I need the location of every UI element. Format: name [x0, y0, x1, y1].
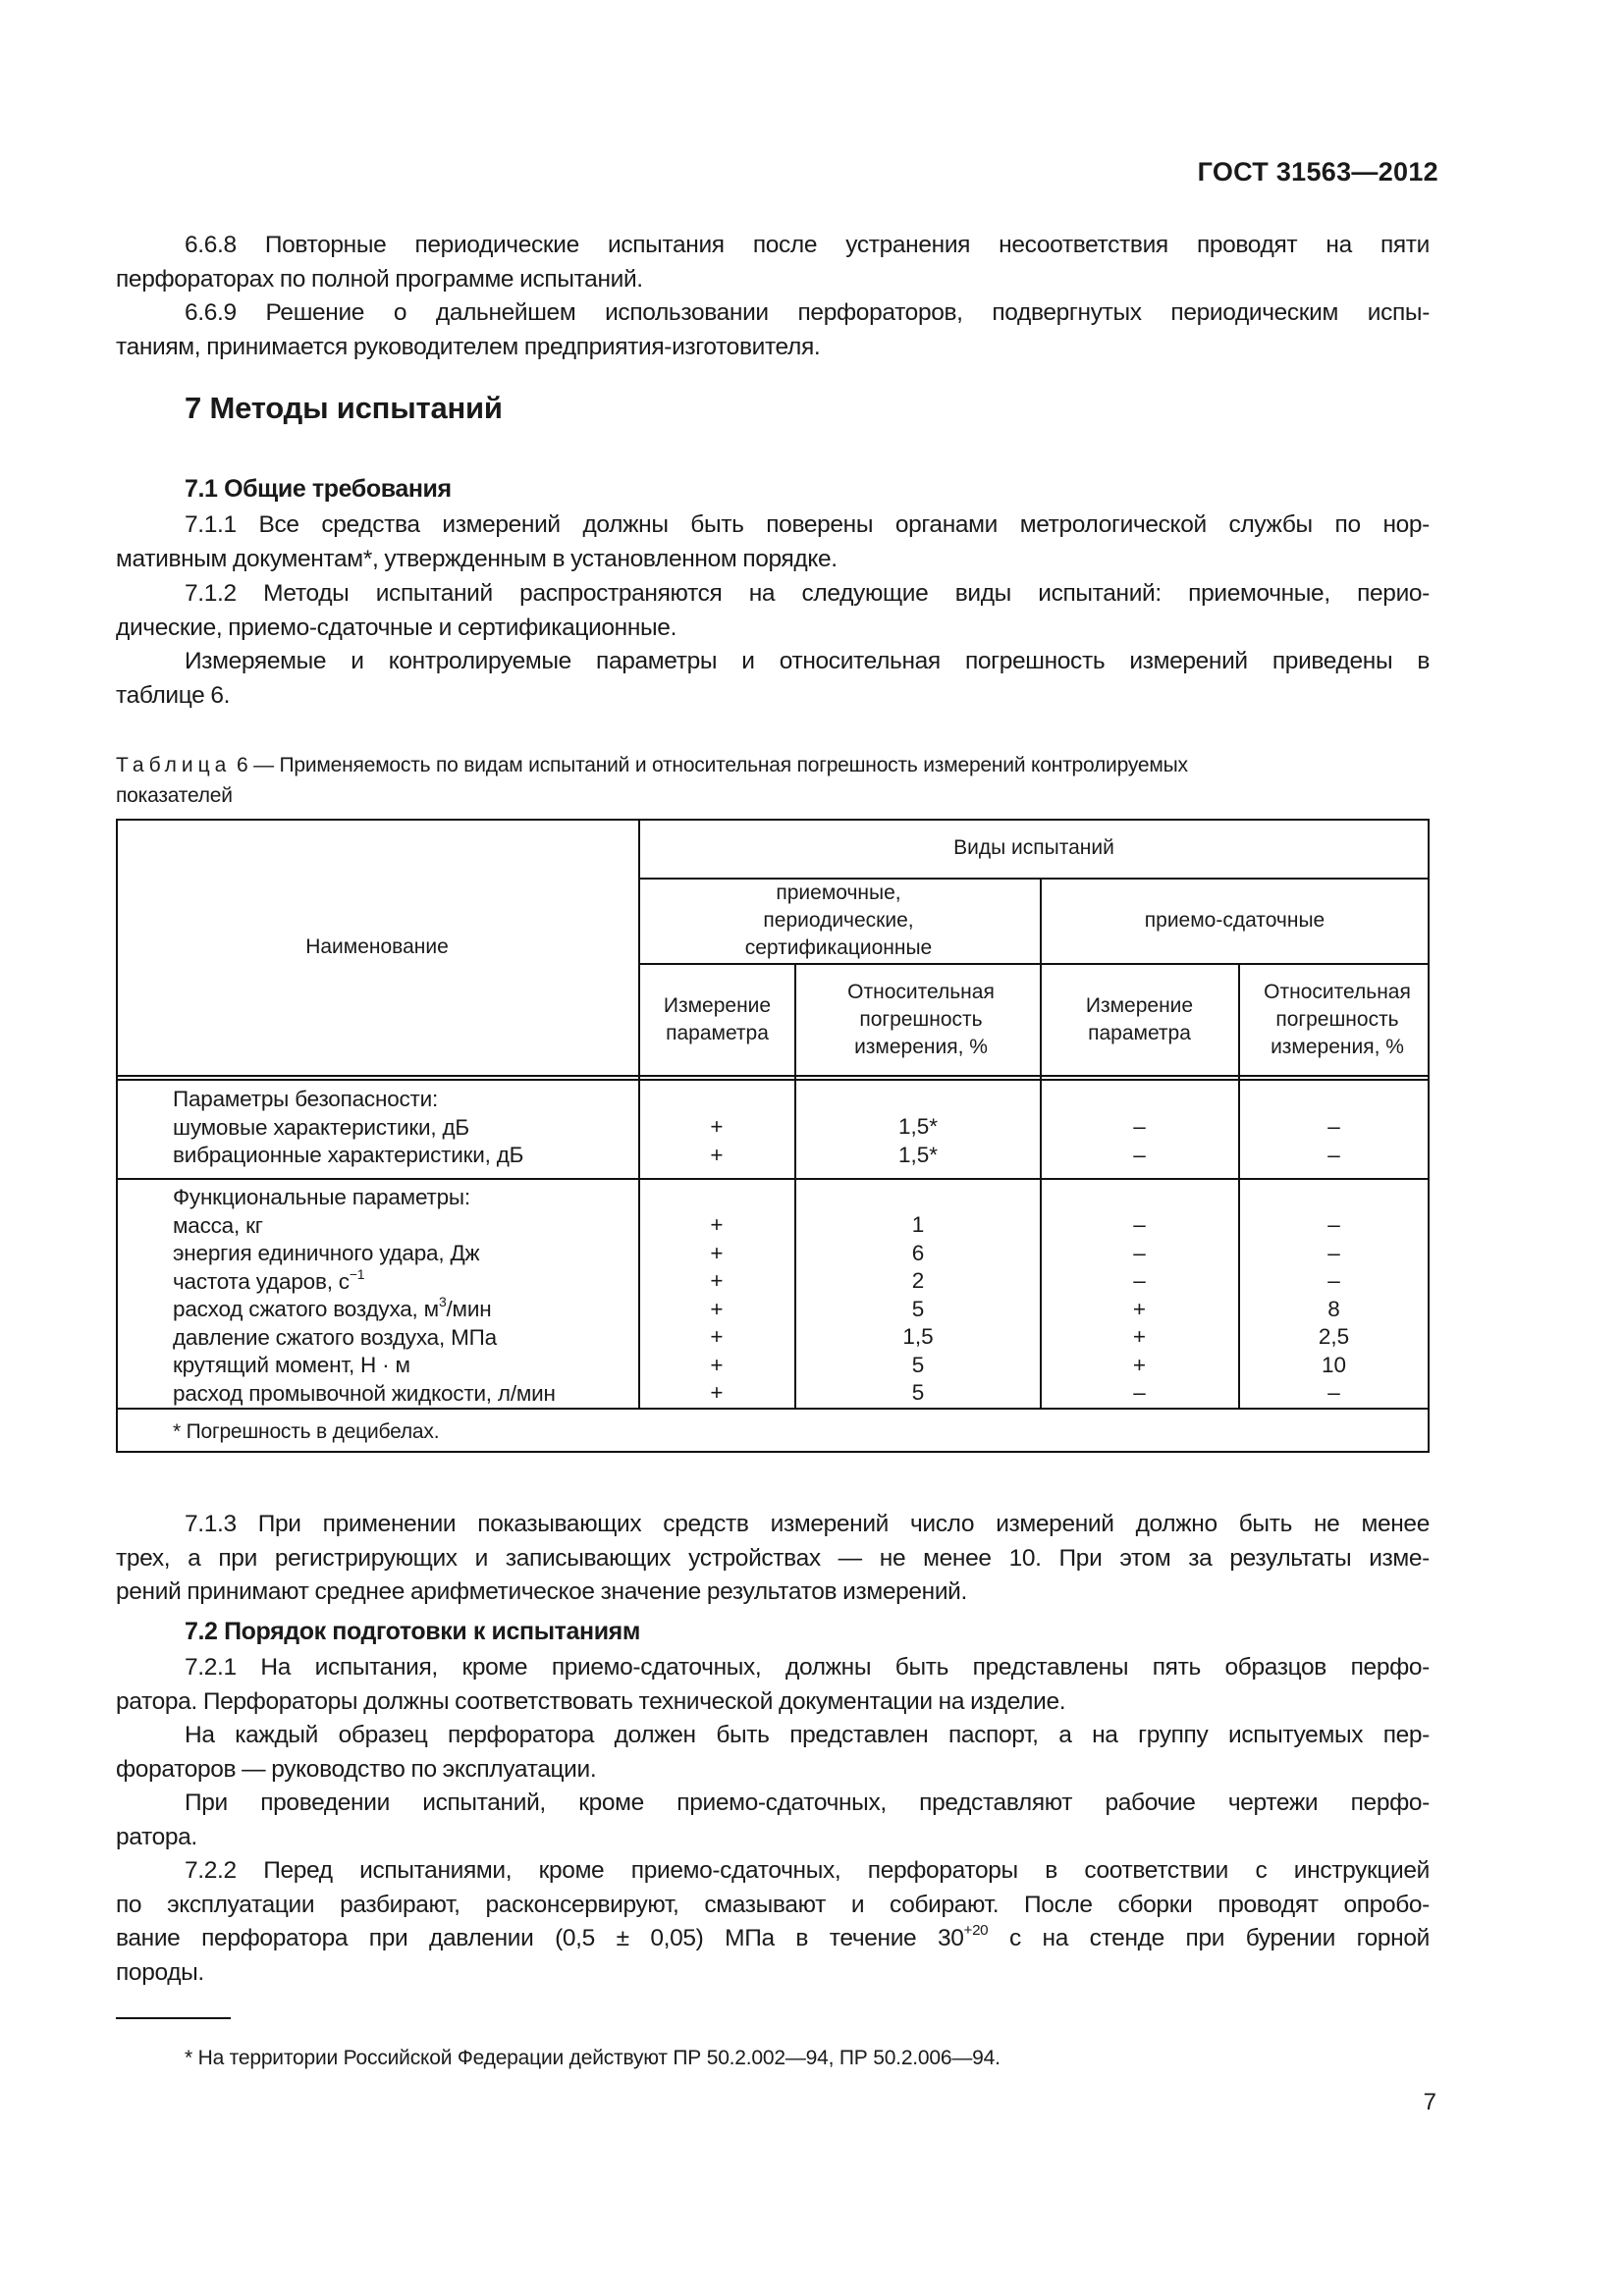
row-name: давление сжатого воздуха, МПа — [173, 1324, 497, 1350]
paragraph-line: фораторов — руководство по эксплуатации. — [116, 1755, 597, 1783]
group-title: Параметры безопасности: — [173, 1087, 439, 1111]
row-name: энергия единичного удара, Дж — [173, 1241, 480, 1265]
row-name-text: частота ударов, с — [173, 1268, 350, 1294]
col-g2-measure — [1040, 1211, 1239, 1408]
paragraph-line: по эксплуатации разбирают, расконсервируют, смазывают и собирают. После сборки проводят опробо- — [116, 1891, 1430, 1918]
paragraph-6-6-9 — [116, 296, 1430, 364]
cell-value: – — [1327, 1142, 1340, 1167]
paragraph-7-1-2-continued — [116, 645, 1430, 713]
col-g2-measure — [1040, 1113, 1239, 1169]
header-name: Наименование — [305, 935, 449, 958]
cell-value: + — [710, 1352, 724, 1377]
cell-value: 5 — [911, 1380, 925, 1405]
paragraph-line — [116, 1922, 1430, 1956]
cell-value: – — [1133, 1212, 1146, 1237]
cell-value: + — [710, 1142, 724, 1167]
cell-value: 1,5* — [897, 1142, 939, 1167]
row-name: крутящий момент, Н · м — [173, 1353, 410, 1377]
table-rule — [116, 1079, 1430, 1081]
row-name: масса, кг — [173, 1212, 263, 1238]
col-g2-error — [1238, 1211, 1430, 1408]
paragraph-line: 6.6.8 Повторные периодические испытания после устранения несоответствия проводят на пяти — [185, 232, 1430, 258]
table-rule — [116, 1408, 1430, 1410]
paragraph-line: На каждый образец перфоратора должен быть представлен паспорт, а на группу испытуемых пер- — [185, 1722, 1430, 1748]
document-code: ГОСТ 31563—2012 — [1197, 157, 1438, 187]
group-safety-names — [173, 1086, 523, 1170]
paragraph-line: Измеряемые и контролируемые параметры и относительная погрешность измерений приведены в — [185, 648, 1430, 674]
cell-value: 1,5 — [902, 1324, 934, 1349]
cell-value: – — [1327, 1212, 1340, 1237]
paragraph-line: ратора. — [116, 1823, 197, 1850]
group-functional-names — [173, 1184, 556, 1408]
table-border — [116, 1451, 1430, 1453]
cell-value: + — [710, 1212, 724, 1237]
cell-value: + — [710, 1268, 724, 1293]
header-measure-g2: Измерение параметра — [1085, 993, 1194, 1044]
row-name: вибрационные характеристики, дБ — [173, 1143, 524, 1167]
cell-value: + — [1132, 1324, 1147, 1349]
header-test-types: Виды испытаний — [953, 836, 1114, 859]
paragraph-text: вание перфоратора при давлении (0,5 ± 0,05) МПа в течение 30 — [116, 1925, 964, 1951]
paragraph-line: породы. — [116, 1958, 204, 1986]
subsection-title-7-2: 7.2 Порядок подготовки к испытаниям — [185, 1618, 640, 1645]
cell-value: + — [710, 1114, 724, 1139]
cell-value: – — [1327, 1268, 1340, 1293]
table-caption-label: Таблица — [116, 754, 232, 776]
paragraph-line: 7.1.1 Все средства измерений должны быть поверены органами метрологической службы по нор- — [185, 511, 1430, 538]
paragraph-7-2-1 — [116, 1651, 1430, 1719]
paragraph-line: перфораторах по полной программе испытаний. — [116, 265, 643, 293]
paragraph-7-1-3 — [116, 1508, 1430, 1610]
row-name — [173, 1265, 556, 1297]
row-name-text: расход сжатого воздуха, м — [173, 1297, 439, 1321]
table-note: * Погрешность в децибелах. — [173, 1420, 440, 1443]
table-rule — [116, 1178, 1430, 1180]
table-caption-text: 6 — Применяемость по видам испытаний и относительная погрешность измерений контролируемых — [231, 754, 1188, 776]
paragraph-line: таниям, принимается руководителем предприятия-изготовителя. — [116, 333, 821, 360]
cell-value: + — [710, 1380, 724, 1405]
cell-value: – — [1133, 1114, 1146, 1139]
paragraph-line: 7.1.2 Методы испытаний распространяются на следующие виды испытаний: приемочные, перио- — [185, 580, 1430, 607]
header-group-delivery: приемо-сдаточные — [1144, 909, 1325, 932]
paragraph-7-1-1 — [116, 508, 1430, 576]
cell-value: – — [1133, 1380, 1146, 1405]
page-number: 7 — [1423, 2089, 1436, 2115]
superscript: −1 — [349, 1265, 365, 1282]
paragraph-line: 7.2.1 На испытания, кроме приемо-сдаточных, должны быть представлены пять образцов перфо- — [185, 1654, 1430, 1681]
col-g1-error — [795, 1113, 1041, 1169]
subsection-title-7-1: 7.1 Общие требования — [185, 475, 452, 503]
cell-value: + — [710, 1324, 724, 1349]
cell-value: + — [1132, 1352, 1147, 1377]
cell-value: + — [710, 1240, 724, 1265]
cell-value: 5 — [911, 1296, 925, 1321]
group-title: Функциональные параметры: — [173, 1185, 470, 1209]
cell-value: + — [1132, 1296, 1147, 1321]
cell-value: 10 — [1321, 1352, 1347, 1377]
paragraph-line: 7.1.3 При применении показывающих средств измерений число измерений должно быть не менее — [185, 1511, 1430, 1537]
cell-value: 2 — [911, 1268, 925, 1293]
header-group-acceptance-periodic-certification: приемочные, периодические, сертификационные — [744, 881, 933, 959]
paragraph-7-2-1-drawings — [116, 1787, 1430, 1854]
cell-value: – — [1133, 1268, 1146, 1293]
cell-value: – — [1327, 1240, 1340, 1265]
cell-value: 5 — [911, 1352, 925, 1377]
row-name — [173, 1296, 556, 1324]
section-title: 7 Методы испытаний — [185, 391, 503, 425]
paragraph-line: При проведении испытаний, кроме приемо-сдаточных, представляют рабочие чертежи перфо- — [185, 1789, 1430, 1816]
paragraph-line: дические, приемо-сдаточные и сертификационные. — [116, 614, 677, 641]
paragraph-7-1-2 — [116, 577, 1430, 645]
paragraph-line: трех, а при регистрирующих и записывающих устройствах — не менее 10. При этом за результаты изме- — [116, 1544, 1430, 1572]
table-caption-text-line2: показателей — [116, 784, 233, 807]
table-6 — [116, 819, 1430, 1452]
col-g1-measure — [638, 1113, 795, 1169]
paragraph-text: с на стенде при бурении горной — [988, 1925, 1430, 1951]
cell-value: 1 — [911, 1212, 925, 1237]
cell-value: – — [1133, 1240, 1146, 1265]
paragraph-line: мативным документам*, утвержденным в установленном порядке. — [116, 545, 838, 572]
col-g1-error — [795, 1211, 1041, 1408]
paragraph-7-2-1-passport — [116, 1719, 1430, 1787]
cell-value: 8 — [1327, 1296, 1340, 1321]
row-name: расход промывочной жидкости, л/мин — [173, 1380, 556, 1406]
cell-value: 1,5* — [897, 1114, 939, 1139]
paragraph-line: 6.6.9 Решение о дальнейшем использовании перфораторов, подвергнутых периодическим испы- — [185, 299, 1430, 326]
col-g2-error — [1238, 1113, 1430, 1169]
header-error-g1: Относительная погрешность измерения, % — [847, 980, 995, 1058]
paragraph-line: таблице 6. — [116, 681, 231, 709]
cell-value: + — [710, 1296, 724, 1321]
footnote: * На территории Российской Федерации действуют ПР 50.2.002—94, ПР 50.2.006—94. — [185, 2047, 1001, 2069]
cell-value: 2,5 — [1318, 1324, 1350, 1349]
paragraph-6-6-8 — [116, 229, 1430, 296]
paragraph-line: рений принимают среднее арифметическое значение результатов измерений. — [116, 1578, 967, 1605]
footnote-divider — [116, 2017, 231, 2019]
paragraph-line: ратора. Перфораторы должны соответствовать технической документации на изделие. — [116, 1687, 1066, 1715]
paragraph-line: 7.2.2 Перед испытаниями, кроме приемо-сдаточных, перфораторы в соответствии с инструкцией — [185, 1857, 1430, 1884]
cell-value: – — [1327, 1114, 1340, 1139]
table-caption — [116, 750, 1432, 811]
superscript: 3 — [438, 1294, 447, 1310]
cell-value: – — [1133, 1142, 1146, 1167]
col-g1-measure — [638, 1211, 795, 1408]
row-name-text: /мин — [446, 1297, 492, 1321]
cell-value: 6 — [911, 1240, 925, 1265]
header-error-g2: Относительная погрешность измерения, % — [1264, 980, 1411, 1058]
header-measure-g1: Измерение параметра — [663, 993, 772, 1044]
paragraph-7-2-2 — [116, 1854, 1430, 1990]
cell-value: – — [1327, 1380, 1340, 1405]
superscript: +20 — [963, 1922, 989, 1940]
row-name: шумовые характеристики, дБ — [173, 1114, 469, 1140]
